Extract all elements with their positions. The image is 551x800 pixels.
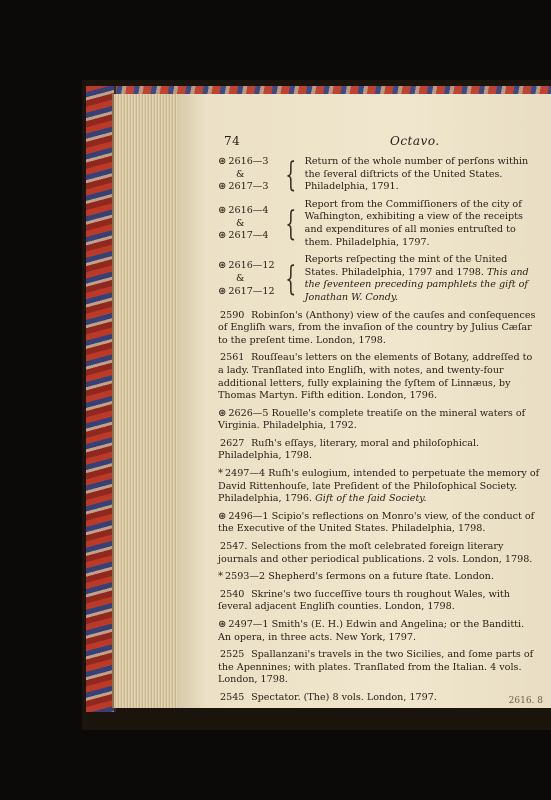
catalogue-entry [218,541,540,566]
catalogue-entry [218,438,540,463]
entry-text: Spectator. (The) 8 vols. London, 1797. [251,691,437,703]
entry-note: This and the ſeventeen preceding pamphlets the gift of Jonathan W. Condy. [304,266,529,303]
entry-number: 2497—1 [228,619,269,630]
brace-icon: { [285,259,297,300]
catalogue-entries [218,156,540,708]
catalogue-entry [218,408,540,433]
marker: ⊛ [218,619,227,630]
entry-number: 2617—3 [228,181,269,193]
entry-text: Return of the whole number of perſons within the ſeveral diſtricts of the United States. Philadelphia, 1791. [304,156,529,193]
brace-icon: { [285,154,297,195]
ampersand: & [236,273,245,285]
catalogue-entry [218,310,540,348]
running-title: Octavo. [390,134,440,148]
page-number: 74 [224,134,241,148]
entry-text: Rouſſeau's letters on the elements of Botany, addreſſed to a lady. Tranſlated into Engliſh, with notes, and twenty-four additional letters, fully explaining the ſyſtem of Linnæus, by Thomas Martyn. Fifth edition. London, 1796. [218,352,533,402]
page-edges [112,94,186,708]
catalogue-entry [218,571,540,584]
catalogue-entry [218,352,540,402]
grouped-entry: ⊛ 2616—3 & ⊛ 2617—3 { Return of the whole number of perſons within the ſeveral diſtricts of the United States. Philadelphia, 1791. [218,156,540,194]
entry-text: Skrine's two ſucceſſive tours th roughout Wales, with ſeveral adjacent Engliſh counties. London, 1798. [218,588,510,613]
entry-number: 2617—4 [228,230,269,242]
catalogue-entry [218,511,540,536]
entry-number: 2616—3 [228,156,269,167]
entry-number: 2540 [220,588,245,600]
entry-number: 2593—2 [225,571,266,583]
grouped-entry: ⊛ 2616—4 & ⊛ 2617—4 { Report from the Commiſſioners of the city of Waſhington, exhibiting a view of the receipts and expenditures of all monies entruſted to them. Philadelphia, 1797. [218,199,540,249]
catalogue-entry [218,649,540,687]
entry-number: 2616—12 [228,260,275,272]
marker: * [218,468,223,480]
entry-number: 2545 [220,691,245,703]
entry-number: 2626—5 [228,407,269,419]
entry-number: 2525 [220,649,245,661]
marker: ⊛ [218,510,227,522]
entry-note: Gift of the ſaid Society. [315,493,427,505]
ampersand: & [236,217,245,229]
entry-text: Shepherd's ſermons on a future ſtate. London. [268,571,494,583]
marker: * [218,571,223,583]
entry-text: Spallanzani's travels in the two Sicilies, and ſome parts of the Apennines; with plates. Tranſlated from the Italian. 4 vols. London, 1798. [218,649,534,686]
entry-number: 2616—4 [228,205,269,217]
entry-text: Ruſh's eſſays, literary, moral and philoſophical. Philadelphia, 1798. [218,437,480,462]
entry-number: 2627 [220,437,245,449]
ampersand: & [236,168,245,180]
catchword: 2616. 8 [508,696,543,706]
page-header [224,134,531,152]
entry-text: Robinſon's (Anthony) view of the cauſes and conſequences of Engliſh wars, from the invaſion of the country by Julius Cæſar to the preſent time. London, 1798. [218,309,536,346]
catalogue-entry [218,619,540,644]
catalogue-entry [218,589,540,614]
book-page [178,94,551,708]
entry-text: Report from the Commiſſioners of the city of Waſhington, exhibiting a view of the receipts and expenditures of all monies entruſted to them. Philadelphia, 1797. [304,198,523,248]
marker: ⊛ [218,407,227,419]
entry-text: Scipio's reflections on Monro's view, of the conduct of the Executive of the United States. Philadelphia, 1798. [218,510,535,535]
brace-icon: { [285,203,297,244]
entry-number: 2496—1 [228,510,269,522]
entry-number: 2590 [220,309,245,321]
entry-number: 2497—4 [225,468,266,480]
entry-text: Reports reſpecting the mint of the United States. Philadelphia, 1797 and 1798. [304,254,508,278]
entry-text: Selections from the moſt celebrated foreign literary journals and other periodical publications. 2 vols. London, 1798. [218,541,533,565]
catalogue-entry [218,468,540,506]
entry-number: 2547. [220,541,248,553]
entry-number: 2561 [220,352,245,364]
grouped-entry: ⊛ 2616—12 & ⊛ 2617—12 { Reports reſpecting the mint of the United States. Philadelphia, 1797 and 1798. This and the ſeventeen preceding pamphlets the gift of Jonathan W. Condy. [218,254,529,303]
entry-text: Ruſh's eulogium, intended to perpetuate the memory of David Rittenhouſe, late Preſident of the Philoſophical Society. Philadelphia, 1796. [218,468,540,505]
entry-text: Smith's (E. H.) Edwin and Angelina; or the Banditti. An opera, in three acts. New York, 1797. [218,619,525,643]
entry-number: 2617—12 [228,285,275,297]
entry-text: Rouelle's complete treatiſe on the mineral waters of Virginia. Philadelphia, 1792. [218,407,526,432]
catalogue-entry [218,692,540,705]
